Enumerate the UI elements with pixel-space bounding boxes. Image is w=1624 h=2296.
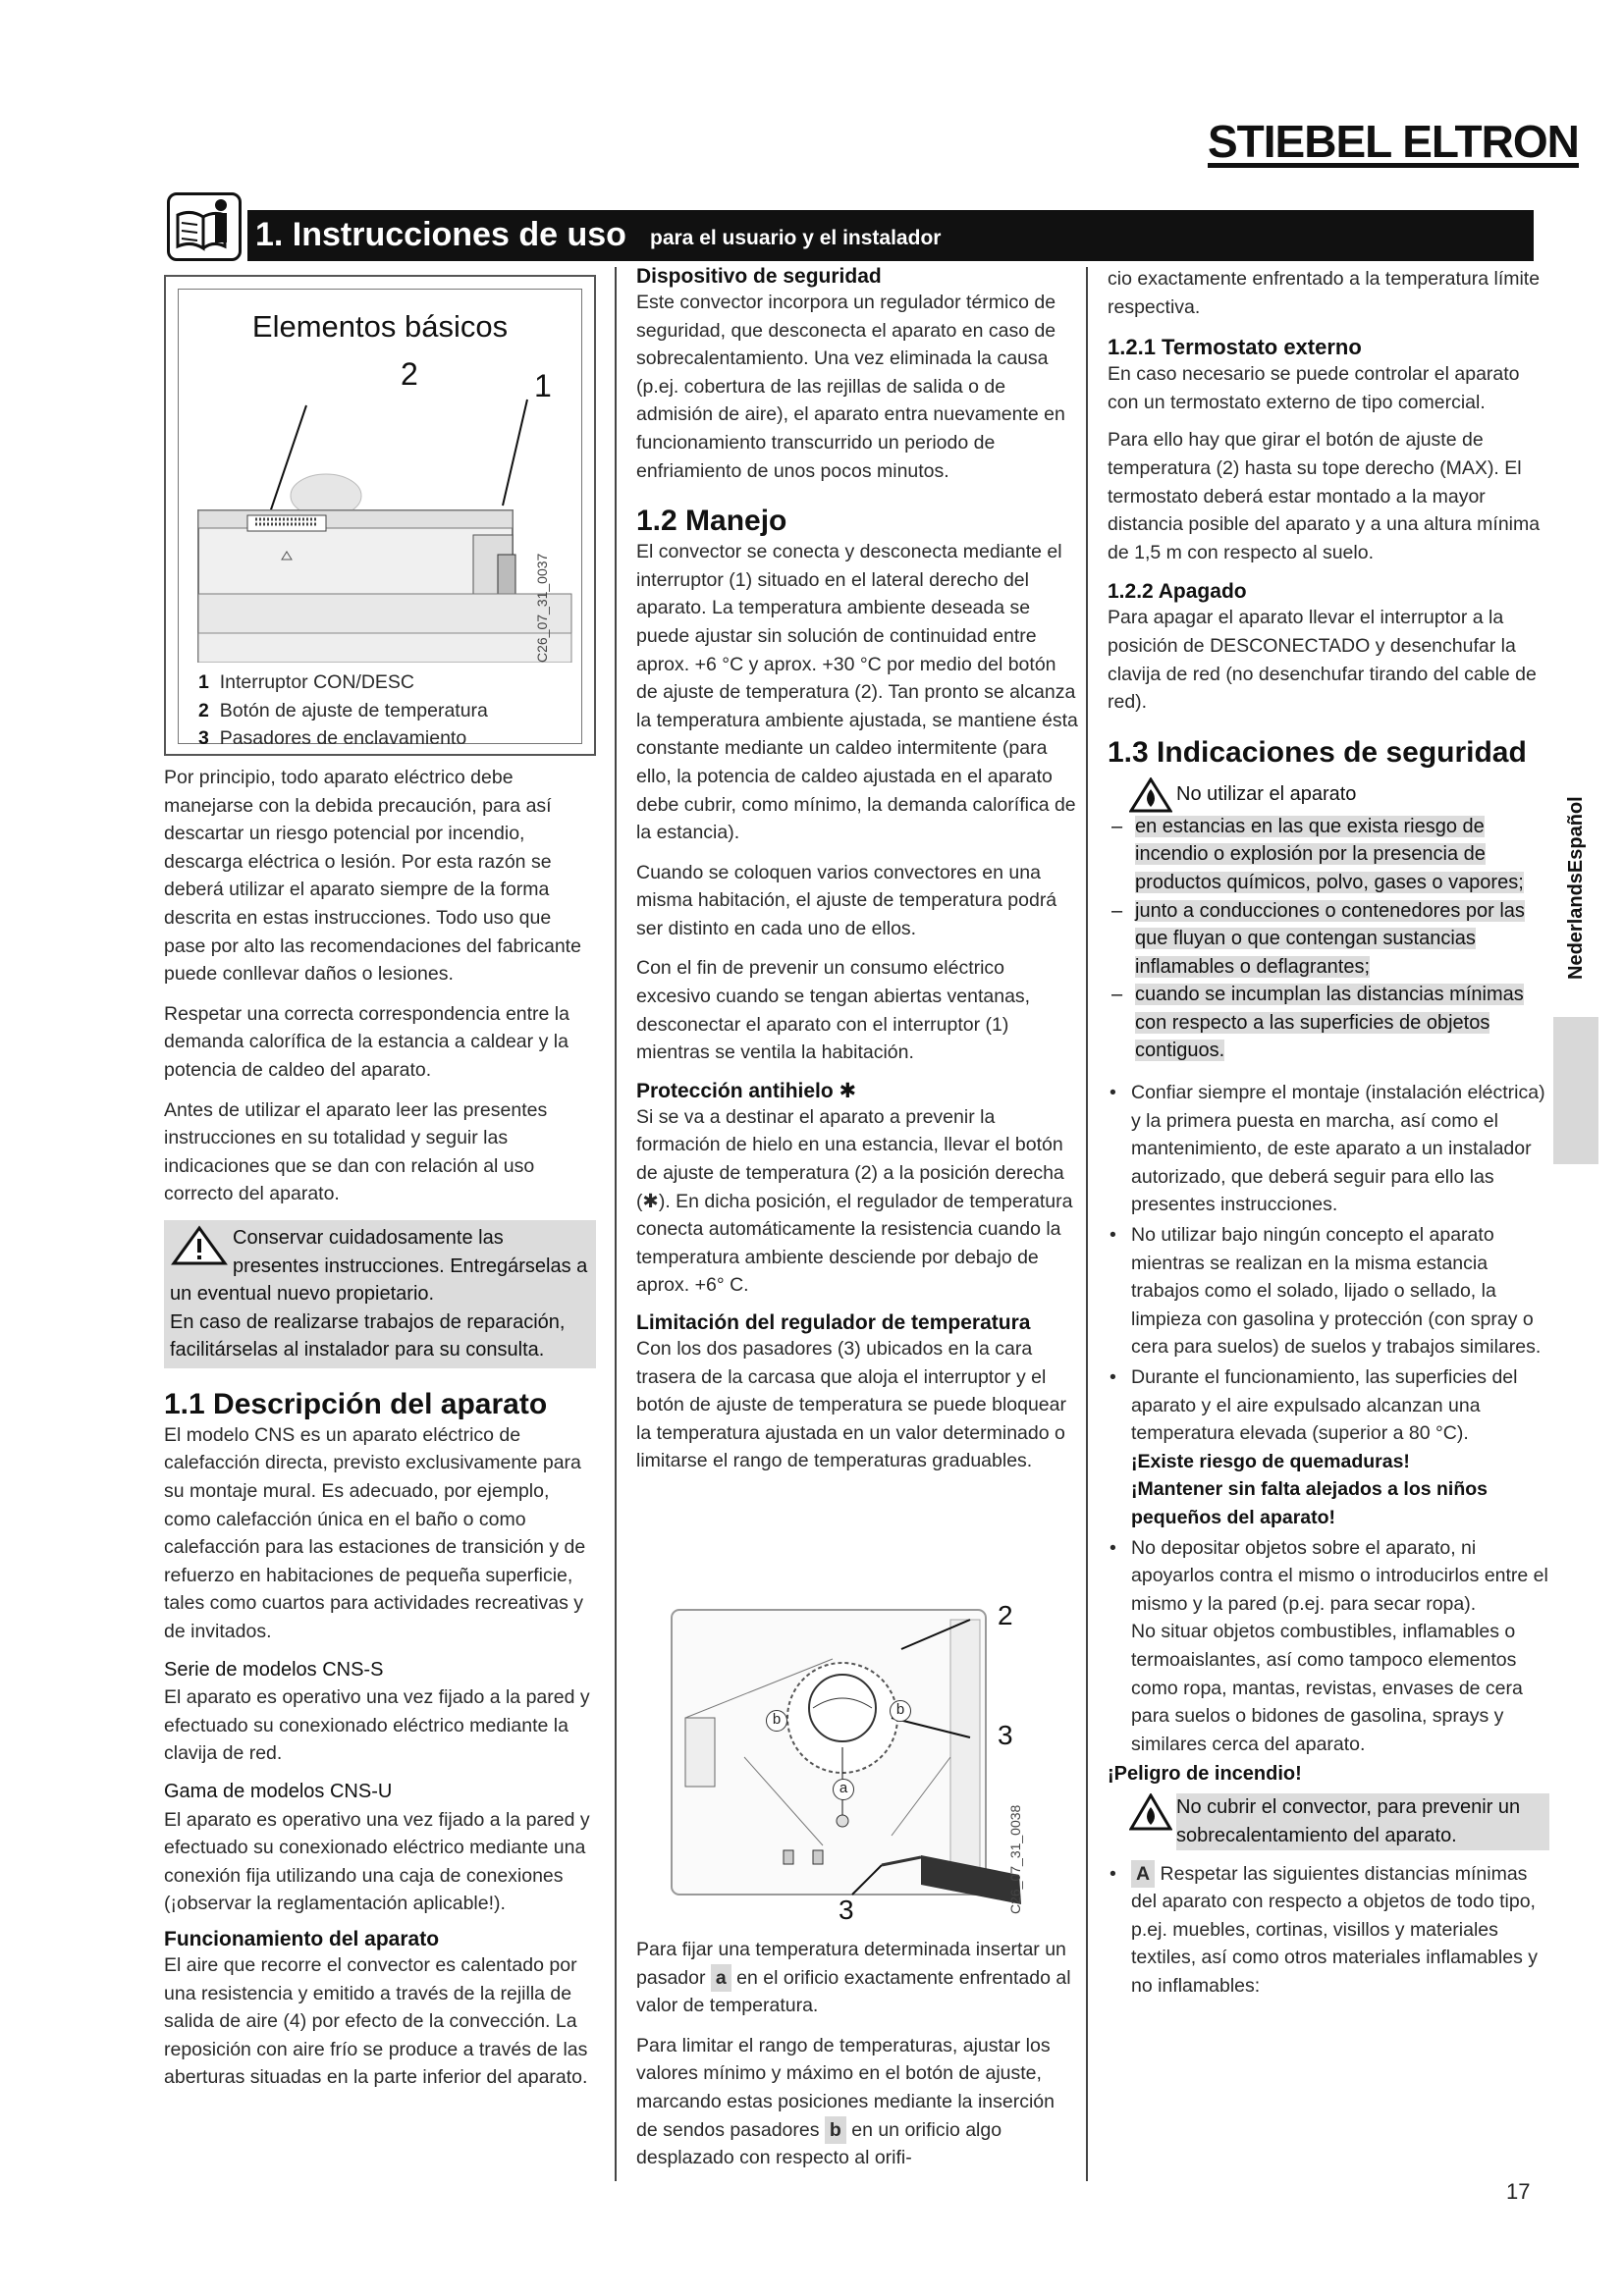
do-not-cover-warning xyxy=(1129,1793,1549,1849)
fire-hazard-item: – junto a conducciones o contenedores por las que fluyan o que contengan sustancias inflamables o deflagrantes; xyxy=(1108,897,1549,982)
language-tab-es[interactable] xyxy=(1553,756,1598,984)
legend-item: 3 Pasadores de enclavamiento xyxy=(198,727,467,750)
basic-elements-title: Elementos básicos xyxy=(251,309,509,344)
language-tab-blank[interactable] xyxy=(1553,1017,1598,1164)
fire-hazard-item: – cuando se incumplan las distancias mínimas con respecto a las superficies de objetos contiguos. xyxy=(1108,981,1549,1065)
shutdown-paragraph: Para apagar el aparato llevar el interruptor a la posición de DESCONECTADO y desenchufar la clavija de red (no desenchufar tirando del cable de red). xyxy=(1108,607,1537,714)
fig-label-2: 2 xyxy=(998,1600,1013,1630)
do-not-cover-text: No cubrir el convector, para prevenir un sobrecalentamiento del aparato. xyxy=(1176,1793,1549,1849)
operation-paragraph-3: Con el fin de prevenir un consumo eléctrico excesivo cuando se tengan abiertas ventanas, desconectar el aparato con el interruptor (1) mientras se ventila la habitación. xyxy=(636,957,1031,1064)
external-thermostat-paragraph-2: Para ello hay que girar el botón de ajuste de temperatura (2) hasta su tope derecho (MAX). El termostato deberá estar montado a la mayor distancia posible del aparato y a una altura mínima de 1,5 m con respecto al suelo. xyxy=(1108,429,1541,563)
convector-illustration xyxy=(179,388,581,663)
burn-warning: ¡Existe riesgo de quemaduras! xyxy=(1131,1450,1410,1472)
fire-hazard-item: – en estancias en las que exista riesgo de incendio o explosión por la presencia de productos químicos, polvo, gases o vapores; xyxy=(1108,813,1549,897)
safety-bullet: • No utilizar bajo ningún concepto el aparato mientras se realizan en la misma estancia trabajos como el solado, lijado o sellado, la limpieza con gasolina y protección (con spray o cera para suelos) de suelos y trabajos similares. xyxy=(1108,1221,1549,1362)
operation-paragraph-2: Cuando se coloquen varios convectores en una misma habitación, el ajuste de temperatura podrá ser distinto en cada uno de ellos. xyxy=(636,861,1057,939)
key-b: b xyxy=(825,2116,846,2145)
basic-elements-box xyxy=(164,275,596,756)
heading-1-3: 1.3 Indicaciones de seguridad xyxy=(1108,735,1527,769)
warning-triangle-icon xyxy=(170,1224,229,1267)
read-instructions-paragraph: Antes de utilizar el aparato leer las presentes instrucciones en su totalidad y seguir las indicaciones que se dan con relación al uso correcto del aparato. xyxy=(164,1098,548,1205)
heading-1-2: 1.2 Manejo xyxy=(636,505,787,538)
section-subtitle: para el usuario y el instalador xyxy=(650,227,942,249)
callout-2: 2 xyxy=(401,356,418,392)
safety-bullet: • Confiar siempre el montaje (instalación eléctrica) y la primera puesta en marcha, así como el mantenimiento, de este aparato a un instalador autorizado, que deberá seguir para ello las presentes instrucciones. xyxy=(1108,1079,1549,1219)
key-A: A xyxy=(1131,1860,1155,1889)
intro-paragraph: Por principio, todo aparato eléctrico debe manejarse con la debida precaución, para así descartar un riesgo potencial por incendio, descarga eléctrica o lesión. Por esta razón se deberá utilizar el aparato siempre de la forma descrita en estas instrucciones. Todo uso que pase por alto las recomendaciones del fabricante puede conllevar daños o lesiones. xyxy=(164,767,581,986)
basic-elements-legend xyxy=(198,668,581,753)
section-banner xyxy=(247,210,1534,261)
safety-bullet: • Durante el funcionamiento, las superficies del aparato y el aire expulsado alcanzan una temperatura elevada (superior a 80 °C). ¡Existe riesgo de quemaduras! ¡Mantener sin falta alejados a los niños pequeños del aparato! xyxy=(1108,1363,1549,1532)
thermostat-illustration xyxy=(656,1600,1058,1934)
fig-label-b1: b xyxy=(766,1710,787,1732)
instructions-book-icon xyxy=(167,192,242,261)
cns-s-paragraph: El aparato es operativo una vez fijado a la pared y efectuado su conexionado eléctrico mediante la clavija de red. xyxy=(164,1686,590,1765)
fig-label-a: a xyxy=(833,1779,854,1800)
fix-temperature-paragraph: Para fijar una temperatura determinada insertar un pasador a en el orificio exactamente enfrentado al valor de temperatura. xyxy=(636,1939,1071,2017)
heading-cns-u: Gama de modelos CNS-U xyxy=(164,1781,393,1802)
heading-function: Funcionamiento del aparato xyxy=(164,1927,440,1950)
limit-range-paragraph: Para limitar el rango de temperaturas, ajustar los valores mínimo y máximo en el botón de ajuste, marcando estas posiciones mediante la inserción de sendos pasadores b en un orificio algo desplazado con respecto al orifi- xyxy=(636,2034,1055,2169)
external-thermostat-paragraph-1: En caso necesario se puede controlar el aparato con un termostato externo de tipo comercial. xyxy=(1108,363,1520,413)
key-a: a xyxy=(711,1964,731,1993)
image-code-1: C26_07_31_0037 xyxy=(534,553,550,663)
image-code-2: C26_07_31_0038 xyxy=(1007,1804,1023,1914)
thermostat-figure xyxy=(656,1600,1058,1934)
callout-1: 1 xyxy=(534,368,552,403)
brand-logo: STIEBEL ELTRON xyxy=(1208,116,1579,167)
fire-danger-heading: ¡Peligro de incendio! xyxy=(1108,1763,1302,1786)
fire-hazard-block xyxy=(1108,777,1549,1065)
safety-device-paragraph: Este convector incorpora un regulador térmico de seguridad, que desconecta el aparato en caso de sobrecalentamiento. Una vez eliminada la causa (p.ej. cobertura de las rejillas de salida o de admisión de aire), el aparato entra nuevamente en funcionamiento transcurrido un periodo de enfriamiento de unos pocos minutos. xyxy=(636,292,1065,482)
demand-paragraph: Respetar una correcta correspondencia entre la demanda calorífica de la estancia a caldear y la potencia de caldeo del aparato. xyxy=(164,1002,569,1081)
fire-hazard-title: No utilizar el aparato xyxy=(1176,783,1357,806)
legend-item: 1 Interruptor CON/DESC xyxy=(198,671,415,693)
fig-label-3b: 3 xyxy=(839,1895,854,1925)
section-title: 1. Instrucciones de uso xyxy=(255,216,626,253)
legend-item: 2 Botón de ajuste de temperatura xyxy=(198,699,488,721)
operation-paragraph-1: El convector se conecta y desconecta mediante el interruptor (1) situado en el lateral derecho del aparato. La temperatura ambiente deseada se puede ajustar sin solución de continuidad entre aprox. +6 °C y aprox. +30 °C por medio del botón de ajuste de temperatura (2). Tan pronto se alcanza la temperatura ambiente ajustada, se mantiene ésta constante mediante un caldeo intermitente (para ello, la potencia de caldeo ajustada en el aparato debe cubrir, como mínimo, la demanda calorífica de la estancia). xyxy=(636,541,1078,844)
fig-label-3a: 3 xyxy=(998,1720,1013,1750)
heading-cns-s: Serie de modelos CNS-S xyxy=(164,1658,384,1681)
heading-1-2-2: 1.2.2 Apagado xyxy=(1108,580,1247,604)
children-warning: ¡Mantener sin falta alejados a los niños pequeños del aparato! xyxy=(1131,1478,1489,1528)
heading-1-1: 1.1 Descripción del aparato xyxy=(164,1387,548,1420)
warning-text-2: En caso de realizarse trabajos de reparación, facilitárselas al instalador para su consulta. xyxy=(170,1310,566,1362)
safety-bullet: • No depositar objetos sobre el aparato, ni apoyarlos contra el mismo o introducirlos entre el mismo y la pared (p.ej. para secar ropa). No situar objetos combustibles, inflamables o termoaislantes, así como tampoco elementos como ropa, mantas, revistas, envases de cera para suelos o bidones de gasolina, sprays y similares cerca del aparato. xyxy=(1108,1534,1549,1759)
keep-instructions-warning xyxy=(164,1220,596,1368)
warning-text-1: Conservar cuidadosamente las presentes instrucciones. Entregárselas a un eventual nuevo propietario. xyxy=(170,1226,588,1306)
heading-1-2-1: 1.2.1 Termostato externo xyxy=(1108,335,1362,360)
frost-protection-paragraph: Si se va a destinar el aparato a prevenir la formación de hielo en una estancia, llevar el botón de ajuste de temperatura (2) a la posición derecha (✱). En dicha posición, el regulador de temperatura conecta automáticamente la resistencia cuando la temperatura ambiente desciende por debajo de aprox. +6° C. xyxy=(636,1105,1073,1297)
language-label-nl: Nederlands xyxy=(1565,873,1587,980)
continued-paragraph: cio exactamente enfrentado a la temperatura límite respectiva. xyxy=(1108,268,1541,318)
heading-frost-protection: Protección antihielo ✱ xyxy=(636,1079,857,1102)
heading-temperature-limit: Limitación del regulador de temperatura xyxy=(636,1311,1031,1334)
column-divider-2 xyxy=(1086,267,1088,2181)
heading-safety-device: Dispositivo de seguridad xyxy=(636,265,882,288)
function-paragraph: El aire que recorre el convector es calentado por una resistencia y emitido a través de la rejilla de salida de aire (4) por efecto de la convección. La reposición con aire frío se produce a través de las aberturas situadas en la parte inferior del aparato. xyxy=(164,1953,588,2089)
column-divider-1 xyxy=(615,267,617,2181)
page-number: 17 xyxy=(1506,2179,1531,2204)
fire-warning-icon xyxy=(1129,1793,1172,1833)
fire-warning-icon xyxy=(1129,777,1172,813)
fig-label-b2: b xyxy=(890,1700,911,1722)
cns-u-paragraph: El aparato es operativo una vez fijado a la pared y efectuado su conexionado eléctrico mediante una conexión fija utilizando una caja de conexiones (¡observar la reglamentación aplicable!). xyxy=(164,1808,590,1915)
language-label-es: Español xyxy=(1565,796,1587,874)
description-paragraph: El modelo CNS es un aparato eléctrico de calefacción directa, previsto exclusivamente para su montaje mural. Es adecuado, por ejemplo, como calefacción única en el baño o como calefacción para las estaciones de transición y de refuerzo en habitaciones de pequeña superficie, tales como cuartos para actividades recreativas y de invitados. xyxy=(164,1423,586,1643)
temperature-limit-paragraph: Con los dos pasadores (3) ubicados en la cara trasera de la carcasa que aloja el interruptor y el botón de ajuste de temperatura se puede bloquear la temperatura ajustada en un valor determinado o limitarse el rango de temperaturas graduables. xyxy=(636,1338,1066,1472)
safety-bullet: • A Respetar las siguientes distancias mínimas del aparato con respecto a objetos de todo tipo, p.ej. muebles, cortinas, visillos y materiales textiles, así como otros materiales inflamables y no inflamables: xyxy=(1108,1860,1549,2001)
